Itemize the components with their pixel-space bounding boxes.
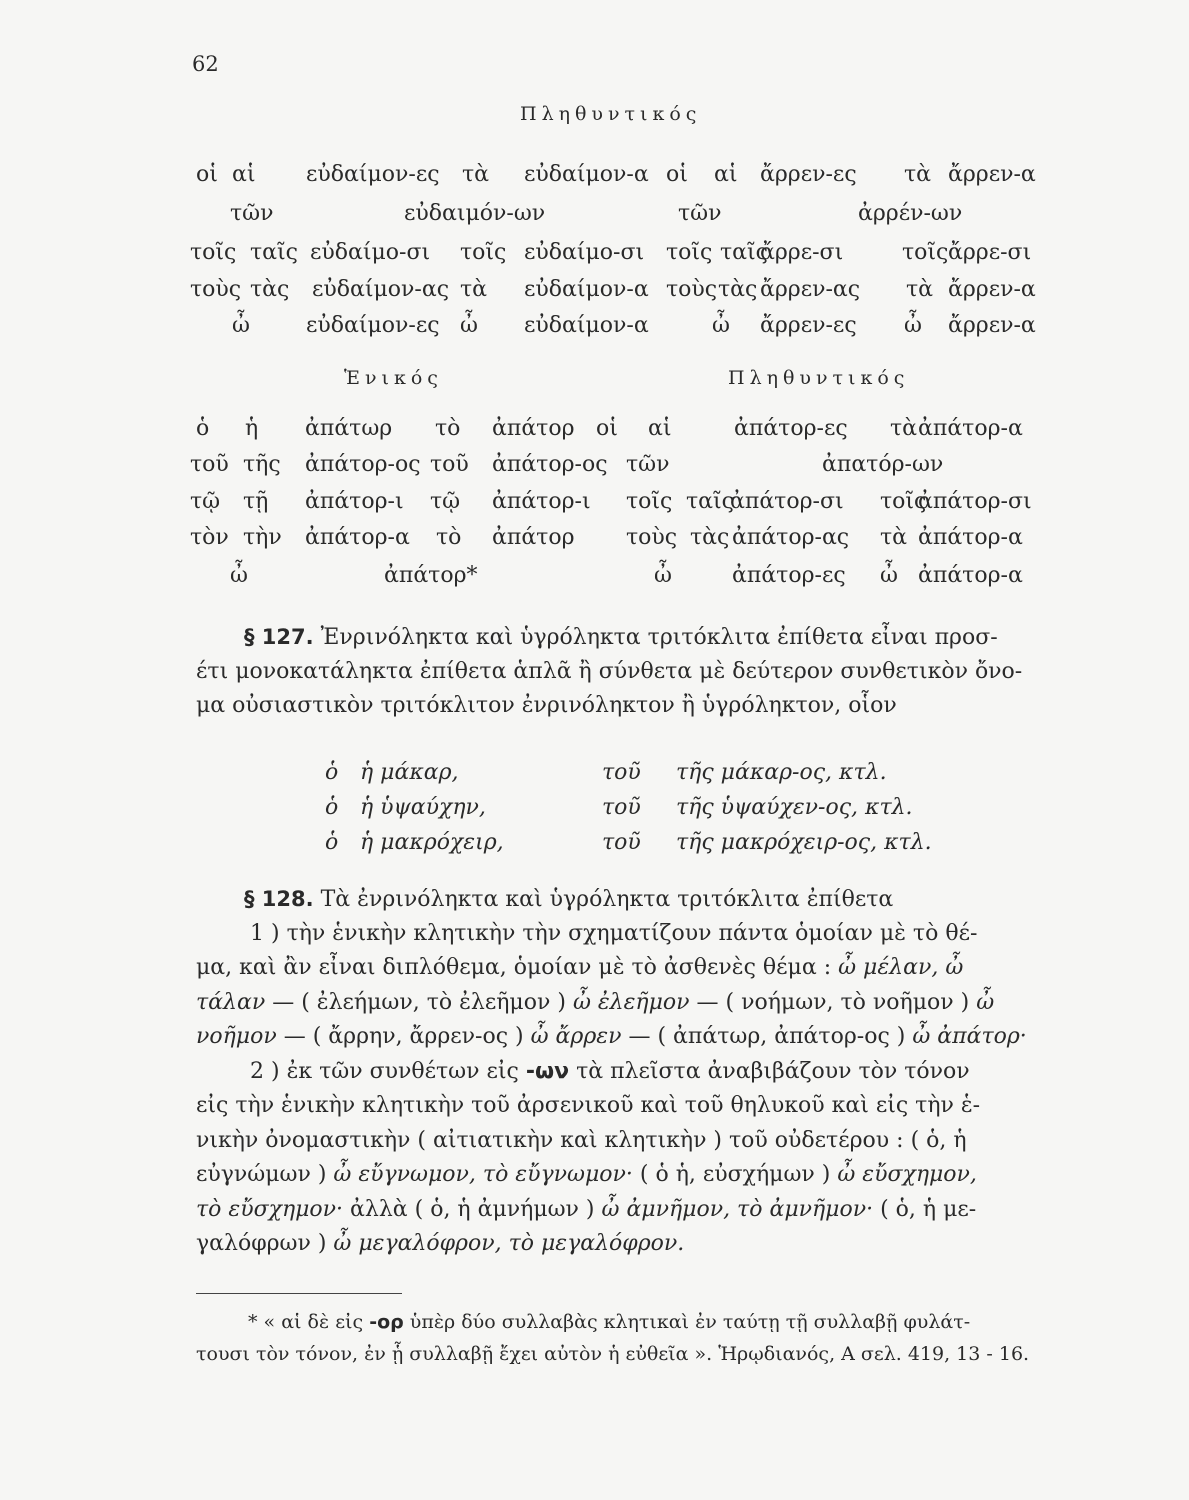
table-cell: τῶν xyxy=(230,201,274,226)
gen-article: τοῦ xyxy=(602,830,641,855)
text: ( ὁ, ἡ με- xyxy=(880,1196,977,1222)
table-cell: τὰς xyxy=(690,525,730,550)
gen-article: τοῦ xyxy=(602,795,641,820)
text: γαλόφρων ) xyxy=(196,1231,327,1256)
footnote-line-2: τουσι τὸν τόνον, ἐν ᾗ συλλαβῇ ἔχει αὐτὸν ἡ εὐθεῖα ». Ἡρῳδιανός, Α σελ. 419, 13 - 16. xyxy=(196,1343,1030,1365)
table-cell: ἀπάτορ-σι xyxy=(730,489,844,514)
table-cell: ταῖς xyxy=(686,489,734,514)
table-cell: αἱ xyxy=(648,416,672,441)
sec128-intro xyxy=(196,882,1036,917)
genitive: τῆς μάκαρ-ος, κτλ. xyxy=(676,760,887,785)
table-row xyxy=(0,240,1189,274)
table-cell: ὦ xyxy=(460,313,478,338)
text: εὐγνώμων ) xyxy=(196,1162,327,1187)
table-cell: τοῦ xyxy=(190,452,229,477)
table-cell: ὦ xyxy=(232,313,250,338)
table-cell: οἱ xyxy=(196,162,218,187)
table-cell: ἀπάτορ-ες xyxy=(734,416,848,441)
table-cell: ἡ xyxy=(245,416,259,441)
sec128-p1-line-1: 1 ) τὴν ἑνικὴν κλητικὴν τὴν σχηματίζουν πάντα ὁμοίαν μὲ τὸ θέ- xyxy=(250,920,978,946)
table-cell: ἀπάτορ-α xyxy=(305,525,410,550)
table-cell: τὸν xyxy=(190,525,229,550)
example: ὦ ἀπάτορ· xyxy=(912,1024,1027,1049)
table-cell: οἱ xyxy=(666,162,688,187)
plural-header: Πληθυντικός xyxy=(520,103,702,125)
singular-header: Ἑνικός xyxy=(344,367,443,389)
table-cell: τὰ xyxy=(462,162,490,187)
footnote-rule xyxy=(196,1293,402,1294)
text: — ( ἐλεήμων, τὸ ἐλεῆμον ) xyxy=(272,989,566,1015)
ending: -ορ xyxy=(369,1311,404,1333)
table-cell: τὰ xyxy=(880,525,908,550)
table-cell: τῷ xyxy=(430,489,461,514)
table-cell: ἀπάτορ-ες xyxy=(732,563,846,588)
table-row xyxy=(0,277,1189,311)
example: ὦ εὔσχημον, xyxy=(837,1162,977,1187)
table-cell: ἀπάτορ-ος xyxy=(492,452,608,477)
table-cell: τὰς xyxy=(718,277,758,302)
table-cell: τοῖς xyxy=(902,240,949,265)
example: ὦ xyxy=(976,989,995,1015)
sec127-line-3: μα οὐσιαστικὸν τριτόκλιτον ἐνρινόληκτον ἢ ὑγρόληκτον, οἷον xyxy=(196,693,897,718)
text: — ( νοήμων, τὸ νοῆμον ) xyxy=(696,989,970,1015)
table-row xyxy=(0,452,1189,486)
table-cell: ἀπάτορ-ας xyxy=(732,525,850,550)
table-cell: τῶν xyxy=(678,201,722,226)
example: τάλαν xyxy=(196,989,266,1015)
table-cell: τῶν xyxy=(626,452,670,477)
table-cell: εὐδαίμον-ας xyxy=(312,277,450,302)
footnote xyxy=(196,1306,1036,1370)
sec128-p1-line-3 xyxy=(196,986,1036,1021)
table-cell: τοῖς xyxy=(190,240,237,265)
section-number: § 128. xyxy=(244,887,314,911)
table-cell: ἀπάτορ-α xyxy=(918,416,1023,441)
sec128-p2-line-5 xyxy=(196,1193,1036,1228)
sec127-line-1 xyxy=(196,620,1036,655)
table-cell: τοῖς xyxy=(626,489,673,514)
table-cell: τὸ xyxy=(435,416,461,441)
table-cell: ἄρρεν-α xyxy=(948,313,1036,338)
table-cell: ὦ xyxy=(880,563,898,588)
table-cell: ἀπάτορ xyxy=(492,416,575,441)
table-cell: εὐδαίμον-ες xyxy=(306,162,440,187)
table-row xyxy=(0,489,1189,523)
table-cell: τὴν xyxy=(243,525,282,550)
table-cell: ἀπάτορ-σι xyxy=(918,489,1032,514)
table-cell: τὰς xyxy=(250,277,290,302)
text: ὑπὲρ δύο συλλαβὰς κλητικαὶ ἐν ταύτῃ τῇ συλλαβῇ φυλάτ- xyxy=(409,1311,971,1333)
sec128-p2-line-4 xyxy=(196,1158,1036,1193)
footnote-line-1 xyxy=(196,1306,1036,1338)
table-cell: τὰ xyxy=(890,416,918,441)
text: ἀλλὰ ( ὁ, ἡ ἀμνήμων ) xyxy=(350,1196,595,1222)
genitive: τῆς ὑψαύχεν-ος, κτλ. xyxy=(676,795,913,820)
section-127 xyxy=(196,620,1036,724)
table-cell: εὐδαίμον-α xyxy=(524,277,649,302)
text: μα, καὶ ἂν εἶναι διπλόθεμα, ὁμοίαν μὲ τὸ ἀσθενὲς θέμα : xyxy=(196,955,832,980)
table-cell: εὐδαίμον-α xyxy=(524,162,649,187)
section-number: § 127. xyxy=(244,625,314,649)
table-cell: ἄρρε-σι xyxy=(760,240,844,265)
sec128-p1-line-4 xyxy=(196,1020,1036,1055)
table-cell: ταῖς xyxy=(720,240,768,265)
table-cell: ἄρρεν-ας xyxy=(760,277,861,302)
table-cell: εὐδαίμο-σι xyxy=(524,240,645,265)
sec128-p1-line-2 xyxy=(196,951,1036,986)
text: * « αἱ δὲ εἰς xyxy=(248,1311,364,1333)
table-cell: ὦ xyxy=(230,563,248,588)
table-cell: ἄρρεν-ες xyxy=(760,162,857,187)
table-cell: τὰ xyxy=(906,277,934,302)
table-cell: ὦ xyxy=(712,313,730,338)
genitive: τῆς μακρόχειρ-ος, κτλ. xyxy=(676,830,932,855)
section-128 xyxy=(196,882,1036,1262)
table-cell: ἀπάτορ-ος xyxy=(305,452,421,477)
table-cell: οἱ xyxy=(596,416,618,441)
table-cell: ἄρρε-σι xyxy=(948,240,1032,265)
gen-article: τοῦ xyxy=(602,760,641,785)
table-cell: ὦ xyxy=(654,563,672,588)
table-cell: τοὺς xyxy=(626,525,678,550)
table-cell: εὐδαιμόν-ων xyxy=(404,201,546,226)
table-cell: τοῖς xyxy=(880,489,927,514)
table-cell: ἀπάτορ-ι xyxy=(305,489,404,514)
example: ὦ ἀμνῆμον, τὸ ἀμνῆμον· xyxy=(601,1196,874,1222)
table-row xyxy=(0,416,1189,450)
table-cell: ἀρρέν-ων xyxy=(858,201,963,226)
text: 2 ) ἐκ τῶν συνθέτων εἰς xyxy=(250,1058,519,1084)
sec128-p2-line-3: νικὴν ὀνομαστικὴν ( αἰτιατικὴν καὶ κλητικὴν ) τοῦ οὐδετέρου : ( ὁ, ἡ xyxy=(196,1127,967,1153)
table-cell: τοὺς xyxy=(190,277,242,302)
example: τὸ εὔσχημον· xyxy=(196,1196,344,1222)
table-cell: εὐδαίμον-α xyxy=(524,313,649,338)
table-row xyxy=(0,313,1189,347)
table-cell: ἄρρεν-ες xyxy=(760,313,857,338)
sec128-p2-line-1 xyxy=(196,1055,1036,1090)
sec128-p2-line-2: εἰς τὴν ἑνικὴν κλητικὴν τοῦ ἀρσενικοῦ καὶ τοῦ θηλυκοῦ καὶ εἰς τὴν ἑ- xyxy=(196,1093,981,1118)
text: — ( ἀπάτωρ, ἀπάτορ-ος ) xyxy=(628,1024,906,1049)
table-cell: τοῖς xyxy=(666,240,713,265)
page-number: 62 xyxy=(192,52,219,76)
table-cell: εὐδαίμον-ες xyxy=(306,313,440,338)
article: ὁ xyxy=(325,830,339,855)
table-cell: τοῖς xyxy=(460,240,507,265)
table-row xyxy=(0,162,1189,196)
example: ὦ ἐλεῆμον xyxy=(572,989,690,1015)
nominative: ἡ μακρόχειρ, xyxy=(360,830,504,855)
text: Τὰ ἐνρινόληκτα καὶ ὑγρόληκτα τριτόκλιτα ἐπίθετα xyxy=(320,887,894,912)
table-cell: ὦ xyxy=(904,313,922,338)
table-cell: τῷ xyxy=(190,489,221,514)
table-cell: τῆς xyxy=(243,452,281,477)
table-row xyxy=(0,563,1189,597)
sec127-line-2: έτι μονοκατάληκτα ἐπίθετα ἁπλᾶ ἢ σύνθετα μὲ δεύτερον συνθετικὸν ὄνο- xyxy=(196,658,1023,684)
article: ὁ xyxy=(325,795,339,820)
table-cell: ἀπάτορ* xyxy=(384,563,478,588)
ending: -ων xyxy=(525,1058,570,1084)
table-cell: ὁ xyxy=(196,416,210,441)
table-cell: ἀπάτορ-ι xyxy=(492,489,591,514)
text: ( ὁ ἡ, εὐσχήμων ) xyxy=(639,1162,831,1187)
text: Ἐνρινόληκτα καὶ ὑγρόληκτα τριτόκλιτα ἐπίθετα εἶναι προσ- xyxy=(320,625,998,650)
table-cell: τῇ xyxy=(243,489,269,514)
table-cell: ἀπάτορ xyxy=(492,525,575,550)
table-row xyxy=(0,525,1189,559)
text: τὰ πλεῖστα ἀναβιβάζουν τὸν τόνον xyxy=(576,1058,970,1084)
table-row xyxy=(0,201,1189,235)
table-cell: ἀπάτορ-α xyxy=(918,525,1023,550)
table-cell: αἱ xyxy=(714,162,738,187)
table-cell: ἄρρεν-α xyxy=(948,277,1036,302)
table-cell: τὰ xyxy=(904,162,932,187)
nominative: ἡ μάκαρ, xyxy=(360,760,459,785)
table-cell: ἄρρεν-α xyxy=(948,162,1036,187)
table-cell: τοὺς xyxy=(666,277,718,302)
table-cell: τὰ xyxy=(460,277,488,302)
example: ὦ ἄρρεν xyxy=(530,1024,622,1049)
table-cell: ἀπάτωρ xyxy=(305,416,393,441)
table-cell: τὸ xyxy=(436,525,462,550)
table-cell: τοῦ xyxy=(430,452,469,477)
example: ὦ μεγαλόφρον, τὸ μεγαλόφρον. xyxy=(333,1231,685,1256)
table-cell: ἀπατόρ-ων xyxy=(822,452,944,477)
table-cell: εὐδαίμο-σι xyxy=(310,240,431,265)
table-cell: ταῖς xyxy=(250,240,298,265)
example: νοῆμον xyxy=(196,1024,277,1049)
table-cell: αἱ xyxy=(232,162,256,187)
plural-header-2: Πληθυντικός xyxy=(728,367,910,389)
sec128-p2-line-6 xyxy=(196,1227,1036,1262)
text: — ( ἄρρην, ἄρρεν-ος ) xyxy=(283,1024,524,1049)
example: ὦ μέλαν, ὦ xyxy=(838,955,964,980)
table-cell: ἀπάτορ-α xyxy=(918,563,1023,588)
article: ὁ xyxy=(325,760,339,785)
example: ὦ εὔγνωμον, τὸ εὔγνωμον· xyxy=(333,1162,633,1187)
nominative: ἡ ὑψαύχην, xyxy=(360,795,486,820)
